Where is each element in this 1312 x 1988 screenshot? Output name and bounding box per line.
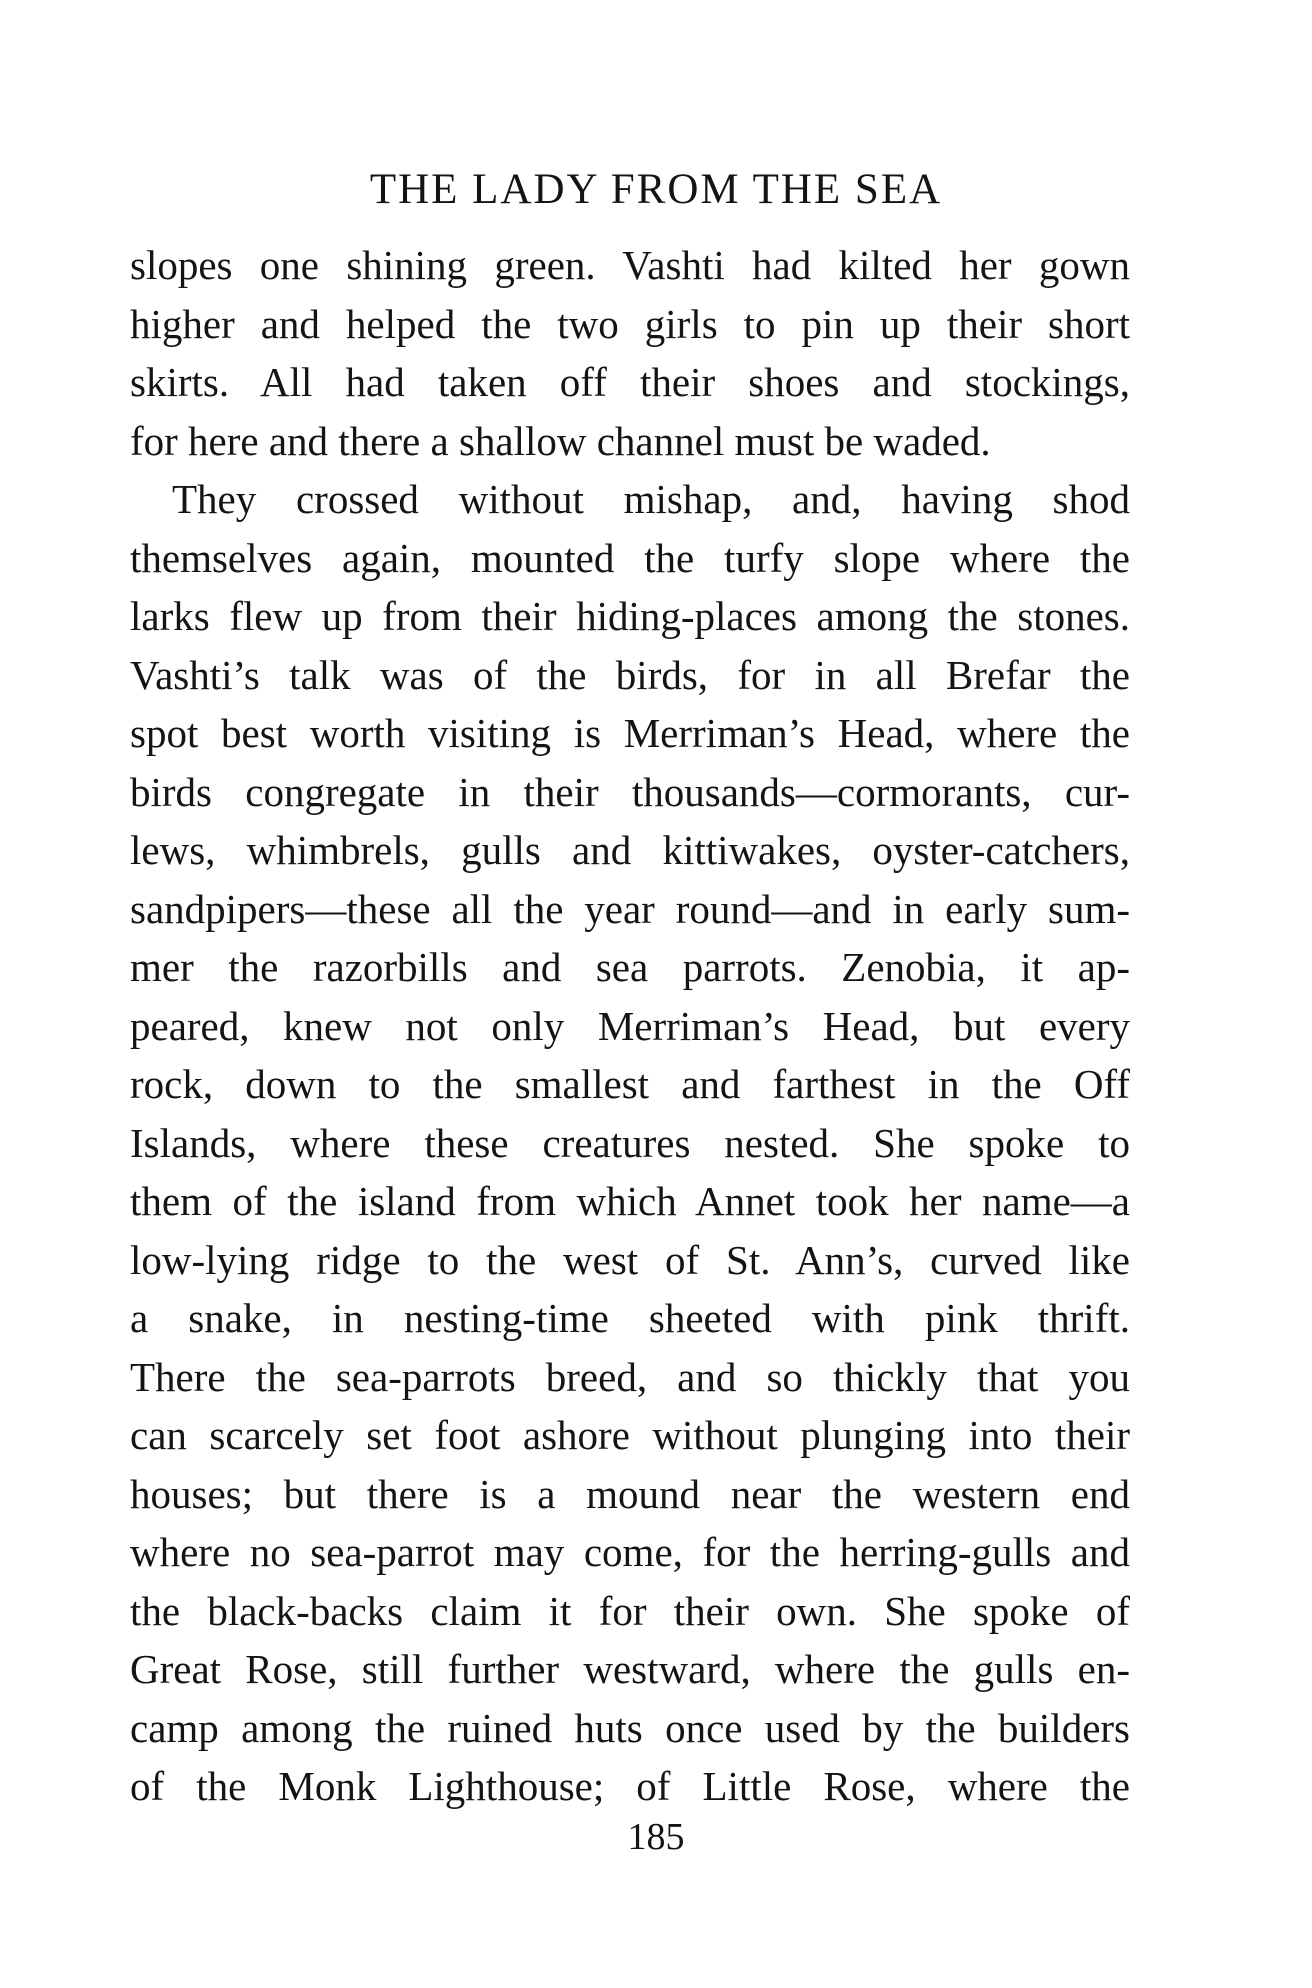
text-line: can scarcely set foot ashore without plunging into their [130,1412,1130,1458]
text-line: of the Monk Lighthouse; of Little Rose, where the [130,1763,1130,1809]
text-line: mer the razorbills and sea parrots. Zenobia, it ap- [130,944,1130,990]
text-line: spot best worth visiting is Merriman’s Head, where the [130,710,1130,756]
text-line: slopes one shining green. Vashti had kilted her gown [130,242,1130,288]
text-line: Vashti’s talk was of the birds, for in all Brefar the [130,651,1130,698]
text-line: for here and there a shallow channel must be waded. [130,417,991,464]
text-line: the black-backs claim it for their own. She spoke of [130,1587,1130,1634]
text-line: skirts. All had taken off their shoes and stockings, [130,359,1130,405]
text-line: where no sea-parrot may come, for the herring-gulls and [130,1529,1130,1575]
text-line: birds congregate in their thousands—cormorants, cur- [130,768,1130,815]
page-number: 185 [627,1816,685,1858]
text-line: There the sea-parrots breed, and so thickly that you [130,1353,1130,1400]
text-line: Islands, where these creatures nested. She spoke to [130,1119,1130,1166]
text-line: rock, down to the smallest and farthest in the Off [130,1061,1130,1107]
text-line: themselves again, mounted the turfy slope where the [130,534,1130,581]
text-line: They crossed without mishap, and, having shod [172,476,1130,522]
text-line: sandpipers—these all the year round—and in early sum- [130,885,1130,932]
text-line: camp among the ruined huts once used by the builders [130,1704,1130,1751]
body-text [130,236,1130,1816]
text-line: a snake, in nesting-time sheeted with pink thrift. [130,1295,1130,1341]
text-line: them of the island from which Annet took her name—a [130,1178,1130,1224]
text-line: lews, whimbrels, gulls and kittiwakes, oyster-catchers, [130,827,1130,873]
text-line: houses; but there is a mound near the western end [130,1470,1130,1517]
text-line: low-lying ridge to the west of St. Ann’s, curved like [130,1236,1130,1283]
text-line: peared, knew not only Merriman’s Head, but every [130,1002,1130,1049]
running-head: THE LADY FROM THE SEA [369,166,943,213]
text-line: Great Rose, still further westward, where the gulls en- [130,1646,1130,1692]
text-line: higher and helped the two girls to pin up their short [130,300,1130,347]
text-line: larks flew up from their hiding-places among the stones. [130,593,1130,639]
